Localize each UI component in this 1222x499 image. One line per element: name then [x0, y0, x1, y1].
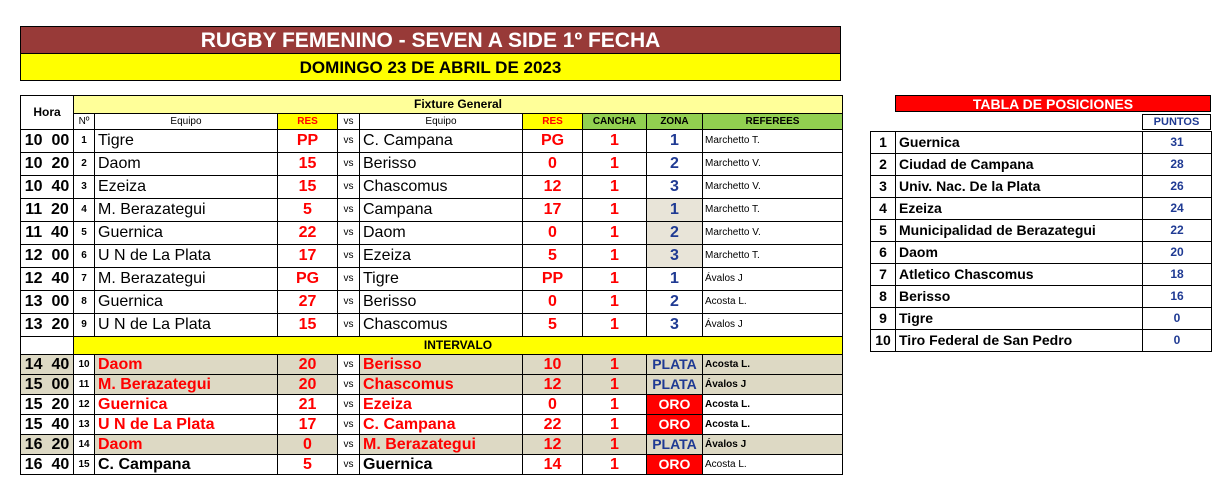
- match-number: 6: [74, 245, 95, 268]
- away-team: Berisso: [360, 153, 523, 176]
- away-result: 0: [523, 153, 583, 176]
- away-team: Berisso: [360, 355, 523, 375]
- away-team-header: Equipo: [360, 114, 523, 130]
- referee: Acosta L.: [703, 355, 843, 375]
- home-team: U N de La Plata: [95, 314, 278, 337]
- cancha: 1: [583, 245, 647, 268]
- cancha: 1: [583, 375, 647, 395]
- home-team: U N de La Plata: [95, 415, 278, 435]
- cancha: 1: [583, 153, 647, 176]
- vs-label: vs: [338, 199, 360, 222]
- away-team: Chascomus: [360, 176, 523, 199]
- time-minute: 20: [51, 316, 70, 333]
- match-number: 15: [74, 455, 95, 475]
- referee: Ávalos J: [703, 375, 843, 395]
- time-hour: 11: [25, 201, 43, 218]
- position-points: 0: [1143, 308, 1212, 330]
- match-number: 3: [74, 176, 95, 199]
- vs-label: vs: [338, 455, 360, 475]
- referee: Acosta L.: [703, 395, 843, 415]
- home-res-header: RES: [278, 114, 338, 130]
- match-time: [21, 415, 74, 435]
- time-hour: 10: [24, 178, 43, 195]
- cancha: 1: [583, 199, 647, 222]
- time-minute: 00: [51, 132, 70, 149]
- hora-header: Hora: [21, 96, 74, 130]
- position-row: [871, 132, 1212, 154]
- away-team: Daom: [360, 222, 523, 245]
- cancha: 1: [583, 435, 647, 455]
- away-result: 12: [523, 435, 583, 455]
- away-result: 0: [523, 395, 583, 415]
- home-team: M. Berazategui: [95, 199, 278, 222]
- time-hour: 13: [24, 293, 43, 310]
- away-team: Chascomus: [360, 375, 523, 395]
- position-rank: 6: [871, 242, 896, 264]
- time-minute: 40: [51, 224, 69, 241]
- position-rank: 2: [871, 154, 896, 176]
- vs-label: vs: [338, 375, 360, 395]
- position-points: 18: [1143, 264, 1212, 286]
- away-result: 22: [523, 415, 583, 435]
- time-minute: 20: [51, 201, 69, 218]
- position-points: 0: [1143, 330, 1212, 352]
- time-hour: 15: [24, 396, 43, 413]
- cancha-header: CANCHA: [583, 114, 647, 130]
- home-result: 21: [278, 395, 338, 415]
- away-team: Chascomus: [360, 314, 523, 337]
- vs-label: vs: [338, 314, 360, 337]
- cancha: 1: [583, 222, 647, 245]
- time-hour: 16: [24, 436, 43, 453]
- zona: PLATA: [647, 375, 703, 395]
- away-res-header: RES: [523, 114, 583, 130]
- time-minute: 20: [51, 436, 70, 453]
- position-team: Guernica: [896, 132, 1143, 154]
- match-row: [21, 245, 843, 268]
- home-team: Daom: [95, 355, 278, 375]
- zona: 2: [647, 153, 703, 176]
- vs-label: vs: [338, 355, 360, 375]
- playoff-row: [21, 435, 843, 455]
- time-hour: 10: [24, 155, 43, 172]
- playoff-row: [21, 375, 843, 395]
- home-result: 15: [278, 176, 338, 199]
- away-result: 5: [523, 314, 583, 337]
- playoff-row: [21, 415, 843, 435]
- cancha: 1: [583, 176, 647, 199]
- match-number: 1: [74, 130, 95, 153]
- vs-label: vs: [338, 435, 360, 455]
- position-row: [871, 198, 1212, 220]
- home-result: PG: [278, 268, 338, 291]
- referee: Marchetto T.: [703, 245, 843, 268]
- time-minute: 20: [51, 155, 70, 172]
- time-hour: 12: [24, 270, 43, 287]
- referee: Marchetto V.: [703, 153, 843, 176]
- time-hour: 11: [25, 224, 43, 241]
- match-row: [21, 176, 843, 199]
- vs-label: vs: [338, 222, 360, 245]
- match-time: [21, 245, 74, 268]
- referee: Acosta L.: [703, 291, 843, 314]
- zona: 3: [647, 245, 703, 268]
- zona: PLATA: [647, 435, 703, 455]
- event-date: DOMINGO 23 DE ABRIL DE 2023: [20, 54, 841, 81]
- position-rank: 9: [871, 308, 896, 330]
- zona: ORO: [647, 395, 703, 415]
- match-number: 13: [74, 415, 95, 435]
- time-hour: 14: [24, 356, 43, 373]
- fixture-column-headers: [21, 114, 843, 130]
- cancha: 1: [583, 291, 647, 314]
- zona: 1: [647, 268, 703, 291]
- cancha: 1: [583, 395, 647, 415]
- referees-header: REFEREES: [703, 114, 843, 130]
- home-team: M. Berazategui: [95, 268, 278, 291]
- playoff-row: [21, 455, 843, 475]
- time-minute: 40: [51, 178, 70, 195]
- match-time: [21, 314, 74, 337]
- time-minute: 40: [51, 270, 70, 287]
- home-team: Guernica: [95, 222, 278, 245]
- referee: Ávalos J: [703, 268, 843, 291]
- home-result: 22: [278, 222, 338, 245]
- position-team: Municipalidad de Berazategui: [896, 220, 1143, 242]
- time-hour: 10: [24, 132, 43, 149]
- vs-label: vs: [338, 130, 360, 153]
- match-row: [21, 222, 843, 245]
- time-minute: 40: [51, 356, 70, 373]
- points-header: PUNTOS: [1142, 114, 1211, 130]
- num-header: Nº: [74, 114, 95, 130]
- time-hour: 15: [24, 376, 43, 393]
- zona: ORO: [647, 455, 703, 475]
- match-row: [21, 314, 843, 337]
- cancha: 1: [583, 130, 647, 153]
- position-points: 31: [1143, 132, 1212, 154]
- match-number: 11: [74, 375, 95, 395]
- match-time: [21, 455, 74, 475]
- vs-label: vs: [338, 176, 360, 199]
- home-result: 20: [278, 375, 338, 395]
- time-minute: 40: [51, 456, 70, 473]
- position-points: 28: [1143, 154, 1212, 176]
- match-time: [21, 153, 74, 176]
- position-points: 16: [1143, 286, 1212, 308]
- match-time: [21, 130, 74, 153]
- position-rank: 5: [871, 220, 896, 242]
- match-time: [21, 268, 74, 291]
- position-points: 26: [1143, 176, 1212, 198]
- zona: ORO: [647, 415, 703, 435]
- referee: Marchetto V.: [703, 176, 843, 199]
- cancha: 1: [583, 268, 647, 291]
- position-points: 22: [1143, 220, 1212, 242]
- away-team: M. Berazategui: [360, 435, 523, 455]
- home-result: 27: [278, 291, 338, 314]
- time-hour: 12: [24, 247, 43, 264]
- fixture-table: [20, 95, 843, 475]
- match-row: [21, 153, 843, 176]
- position-row: [871, 176, 1212, 198]
- referee: Ávalos J: [703, 435, 843, 455]
- vs-label: vs: [338, 415, 360, 435]
- vs-header: vs: [338, 114, 360, 130]
- home-team: U N de La Plata: [95, 245, 278, 268]
- time-minute: 00: [51, 247, 70, 264]
- away-team: C. Campana: [360, 130, 523, 153]
- away-result: 14: [523, 455, 583, 475]
- position-points: 20: [1143, 242, 1212, 264]
- position-team: Ciudad de Campana: [896, 154, 1143, 176]
- zona: PLATA: [647, 355, 703, 375]
- interval-blank: [21, 337, 74, 355]
- fixture-section-title: Fixture General: [74, 96, 843, 114]
- referee: Acosta L.: [703, 415, 843, 435]
- position-points: 24: [1143, 198, 1212, 220]
- position-row: [871, 308, 1212, 330]
- match-row: [21, 268, 843, 291]
- match-time: [21, 222, 74, 245]
- away-team: Tigre: [360, 268, 523, 291]
- zona-header: ZONA: [647, 114, 703, 130]
- position-rank: 4: [871, 198, 896, 220]
- zona: 1: [647, 130, 703, 153]
- cancha: 1: [583, 415, 647, 435]
- position-team: Ezeiza: [896, 198, 1143, 220]
- home-result: 5: [278, 199, 338, 222]
- time-minute: 00: [51, 293, 70, 310]
- position-row: [871, 264, 1212, 286]
- playoff-row: [21, 395, 843, 415]
- away-team: Campana: [360, 199, 523, 222]
- match-number: 2: [74, 153, 95, 176]
- position-team: Tiro Federal de San Pedro: [896, 330, 1143, 352]
- home-team: C. Campana: [95, 455, 278, 475]
- home-result: 17: [278, 415, 338, 435]
- away-team: Berisso: [360, 291, 523, 314]
- position-team: Tigre: [896, 308, 1143, 330]
- home-team-header: Equipo: [95, 114, 278, 130]
- away-result: 17: [523, 199, 583, 222]
- vs-label: vs: [338, 153, 360, 176]
- vs-label: vs: [338, 245, 360, 268]
- away-team: Ezeiza: [360, 245, 523, 268]
- interval-row: [21, 337, 843, 355]
- position-row: [871, 154, 1212, 176]
- home-team: Guernica: [95, 395, 278, 415]
- match-number: 7: [74, 268, 95, 291]
- page-title: RUGBY FEMENINO - SEVEN A SIDE 1º FECHA: [20, 26, 841, 54]
- home-result: 15: [278, 153, 338, 176]
- match-row: [21, 291, 843, 314]
- time-hour: 15: [24, 416, 43, 433]
- fixture-header-row: [21, 96, 843, 114]
- referee: Marchetto T.: [703, 199, 843, 222]
- away-result: 0: [523, 222, 583, 245]
- home-result: 5: [278, 455, 338, 475]
- cancha: 1: [583, 455, 647, 475]
- home-result: 0: [278, 435, 338, 455]
- match-row: [21, 130, 843, 153]
- vs-label: vs: [338, 291, 360, 314]
- time-hour: 13: [24, 316, 43, 333]
- home-result: 20: [278, 355, 338, 375]
- match-number: 9: [74, 314, 95, 337]
- referee: Acosta L.: [703, 455, 843, 475]
- home-team: Guernica: [95, 291, 278, 314]
- zona: 2: [647, 291, 703, 314]
- interval-label: INTERVALO: [74, 337, 843, 355]
- referee: Marchetto V.: [703, 222, 843, 245]
- match-time: [21, 199, 74, 222]
- match-number: 5: [74, 222, 95, 245]
- away-team: Ezeiza: [360, 395, 523, 415]
- match-number: 10: [74, 355, 95, 375]
- home-team: Tigre: [95, 130, 278, 153]
- match-time: [21, 355, 74, 375]
- match-row: [21, 199, 843, 222]
- away-result: 12: [523, 176, 583, 199]
- match-number: 14: [74, 435, 95, 455]
- home-team: Daom: [95, 435, 278, 455]
- position-rank: 10: [871, 330, 896, 352]
- positions-title: TABLA DE POSICIONES: [895, 95, 1211, 112]
- playoff-row: [21, 355, 843, 375]
- away-team: C. Campana: [360, 415, 523, 435]
- position-team: Berisso: [896, 286, 1143, 308]
- match-time: [21, 395, 74, 415]
- zona: 3: [647, 314, 703, 337]
- position-team: Daom: [896, 242, 1143, 264]
- away-result: 5: [523, 245, 583, 268]
- time-hour: 16: [24, 456, 43, 473]
- away-result: 0: [523, 291, 583, 314]
- time-minute: 40: [51, 416, 70, 433]
- home-team: Daom: [95, 153, 278, 176]
- home-team: Ezeiza: [95, 176, 278, 199]
- away-result: 12: [523, 375, 583, 395]
- position-team: Univ. Nac. De la Plata: [896, 176, 1143, 198]
- positions-table: [870, 131, 1212, 352]
- match-number: 12: [74, 395, 95, 415]
- position-row: [871, 220, 1212, 242]
- away-result: PG: [523, 130, 583, 153]
- match-time: [21, 176, 74, 199]
- zona: 2: [647, 222, 703, 245]
- position-rank: 1: [871, 132, 896, 154]
- match-number: 8: [74, 291, 95, 314]
- time-minute: 20: [51, 396, 70, 413]
- match-time: [21, 375, 74, 395]
- cancha: 1: [583, 314, 647, 337]
- away-result: 10: [523, 355, 583, 375]
- cancha: 1: [583, 355, 647, 375]
- home-result: 15: [278, 314, 338, 337]
- vs-label: vs: [338, 395, 360, 415]
- time-minute: 00: [51, 376, 70, 393]
- match-time: [21, 291, 74, 314]
- match-time: [21, 435, 74, 455]
- zona: 3: [647, 176, 703, 199]
- away-result: PP: [523, 268, 583, 291]
- position-row: [871, 330, 1212, 352]
- match-number: 4: [74, 199, 95, 222]
- position-team: Atletico Chascomus: [896, 264, 1143, 286]
- position-row: [871, 286, 1212, 308]
- vs-label: vs: [338, 268, 360, 291]
- zona: 1: [647, 199, 703, 222]
- home-team: M. Berazategui: [95, 375, 278, 395]
- home-result: PP: [278, 130, 338, 153]
- referee: Ávalos J: [703, 314, 843, 337]
- position-rank: 8: [871, 286, 896, 308]
- referee: Marchetto T.: [703, 130, 843, 153]
- position-rank: 7: [871, 264, 896, 286]
- position-row: [871, 242, 1212, 264]
- away-team: Guernica: [360, 455, 523, 475]
- home-result: 17: [278, 245, 338, 268]
- position-rank: 3: [871, 176, 896, 198]
